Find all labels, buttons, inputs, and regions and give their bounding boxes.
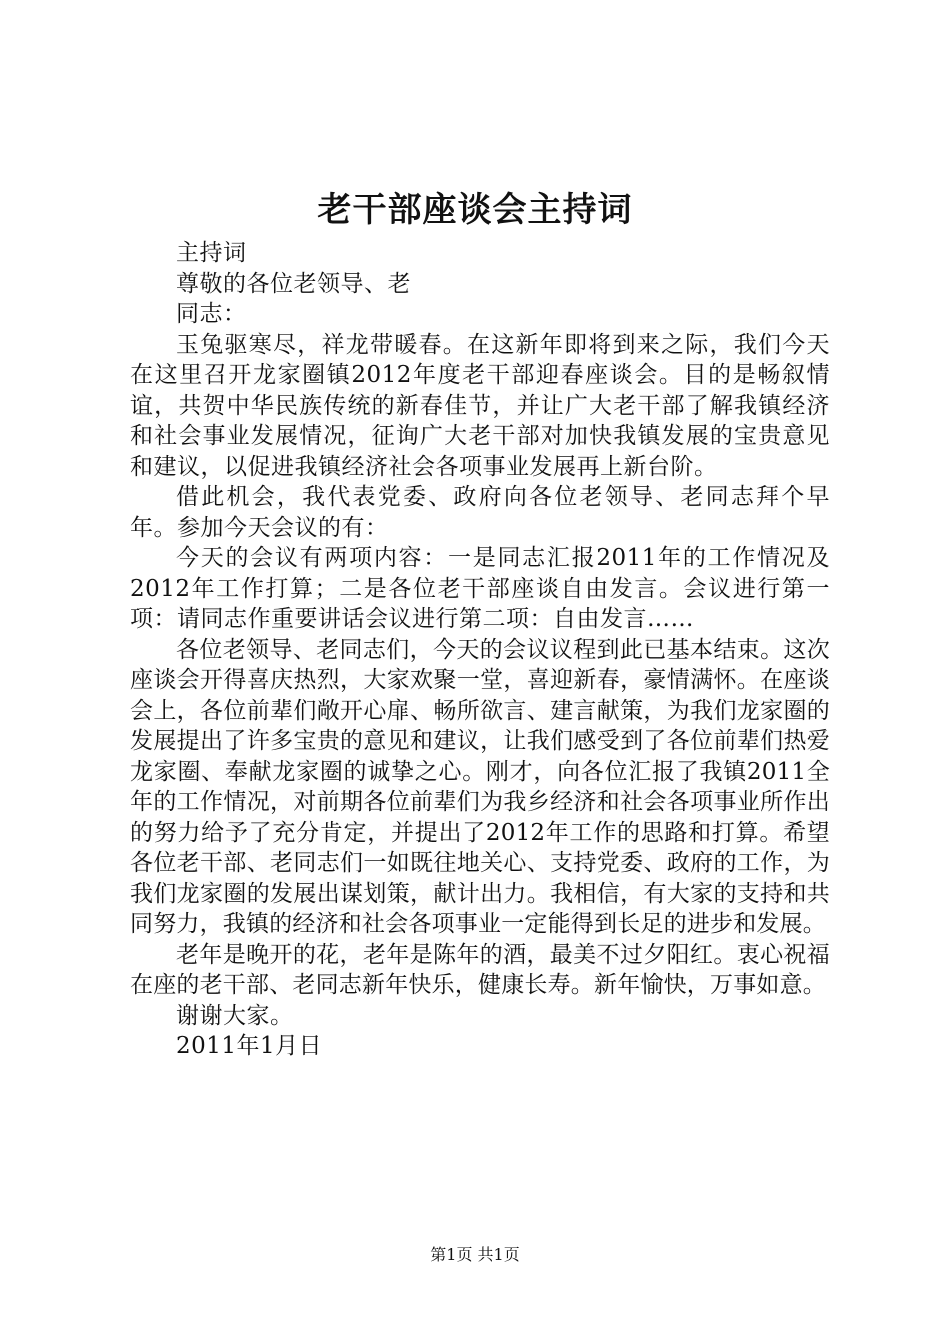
paragraph-salutation: 尊敬的各位老领导、老: [176, 270, 411, 297]
paragraph-blessing: 老年是晚开的花，老年是陈年的酒，最美不过夕阳红。衷心祝福在座的老干部、老同志新年快乐，健康长寿。新年愉快，万事如意。: [130, 941, 830, 998]
paragraph-date: 2011年1月日: [176, 1033, 323, 1059]
page-footer: 第1页 共1页: [430, 1245, 520, 1264]
paragraph-greeting: 借此机会，我代表党委、政府向各位老领导、老同志拜个早年。参加今天会议的有：: [130, 484, 830, 541]
paragraph-opening: 玉兔驱寒尽，祥龙带暖春。在这新年即将到来之际，我们今天在这里召开龙家圈镇2012年度老干部迎春座谈会。目的是畅叙情谊，共贺中华民族传统的新春佳节，并让广大老干部了解我镇经济和社会事业发展情况，征询广大老干部对加快我镇发展的宝贵意见和建议，以促进我镇经济社会各项事业发展再上新台阶。: [130, 331, 830, 480]
paragraph-thanks: 谢谢大家。: [176, 1002, 294, 1029]
paragraph-salutation-cont: 同志：: [176, 301, 247, 327]
document-body: [130, 238, 830, 1062]
document-title: 老干部座谈会主持词: [317, 190, 633, 230]
paragraph-agenda: 今天的会议有两项内容：一是同志汇报2011年的工作情况及2012年工作打算；二是各位老干部座谈自由发言。会议进行第一项：请同志作重要讲话会议进行第二项：自由发言……: [130, 545, 830, 632]
paragraph-summary: 各位老领导、老同志们，今天的会议议程到此已基本结束。这次座谈会开得喜庆热烈，大家欢聚一堂，喜迎新春，豪情满怀。在座谈会上，各位前辈们敞开心扉、畅所欲言、建言献策，为我们龙家圈的发展提出了许多宝贵的意见和建议，让我们感受到了各位前辈们热爱龙家圈、奉献龙家圈的诚挚之心。刚才，向各位汇报了我镇2011全年的工作情况，对前期各位前辈们为我乡经济和社会各项事业所作出的努力给予了充分肯定，并提出了2012年工作的思路和打算。希望各位老干部、老同志们一如既往地关心、支持党委、政府的工作，为我们龙家圈的发展出谋划策，献计出力。我相信，有大家的支持和共同努力，我镇的经济和社会各项事业一定能得到长足的进步和发展。: [130, 636, 830, 937]
paragraph-heading: 主持词: [176, 240, 247, 266]
